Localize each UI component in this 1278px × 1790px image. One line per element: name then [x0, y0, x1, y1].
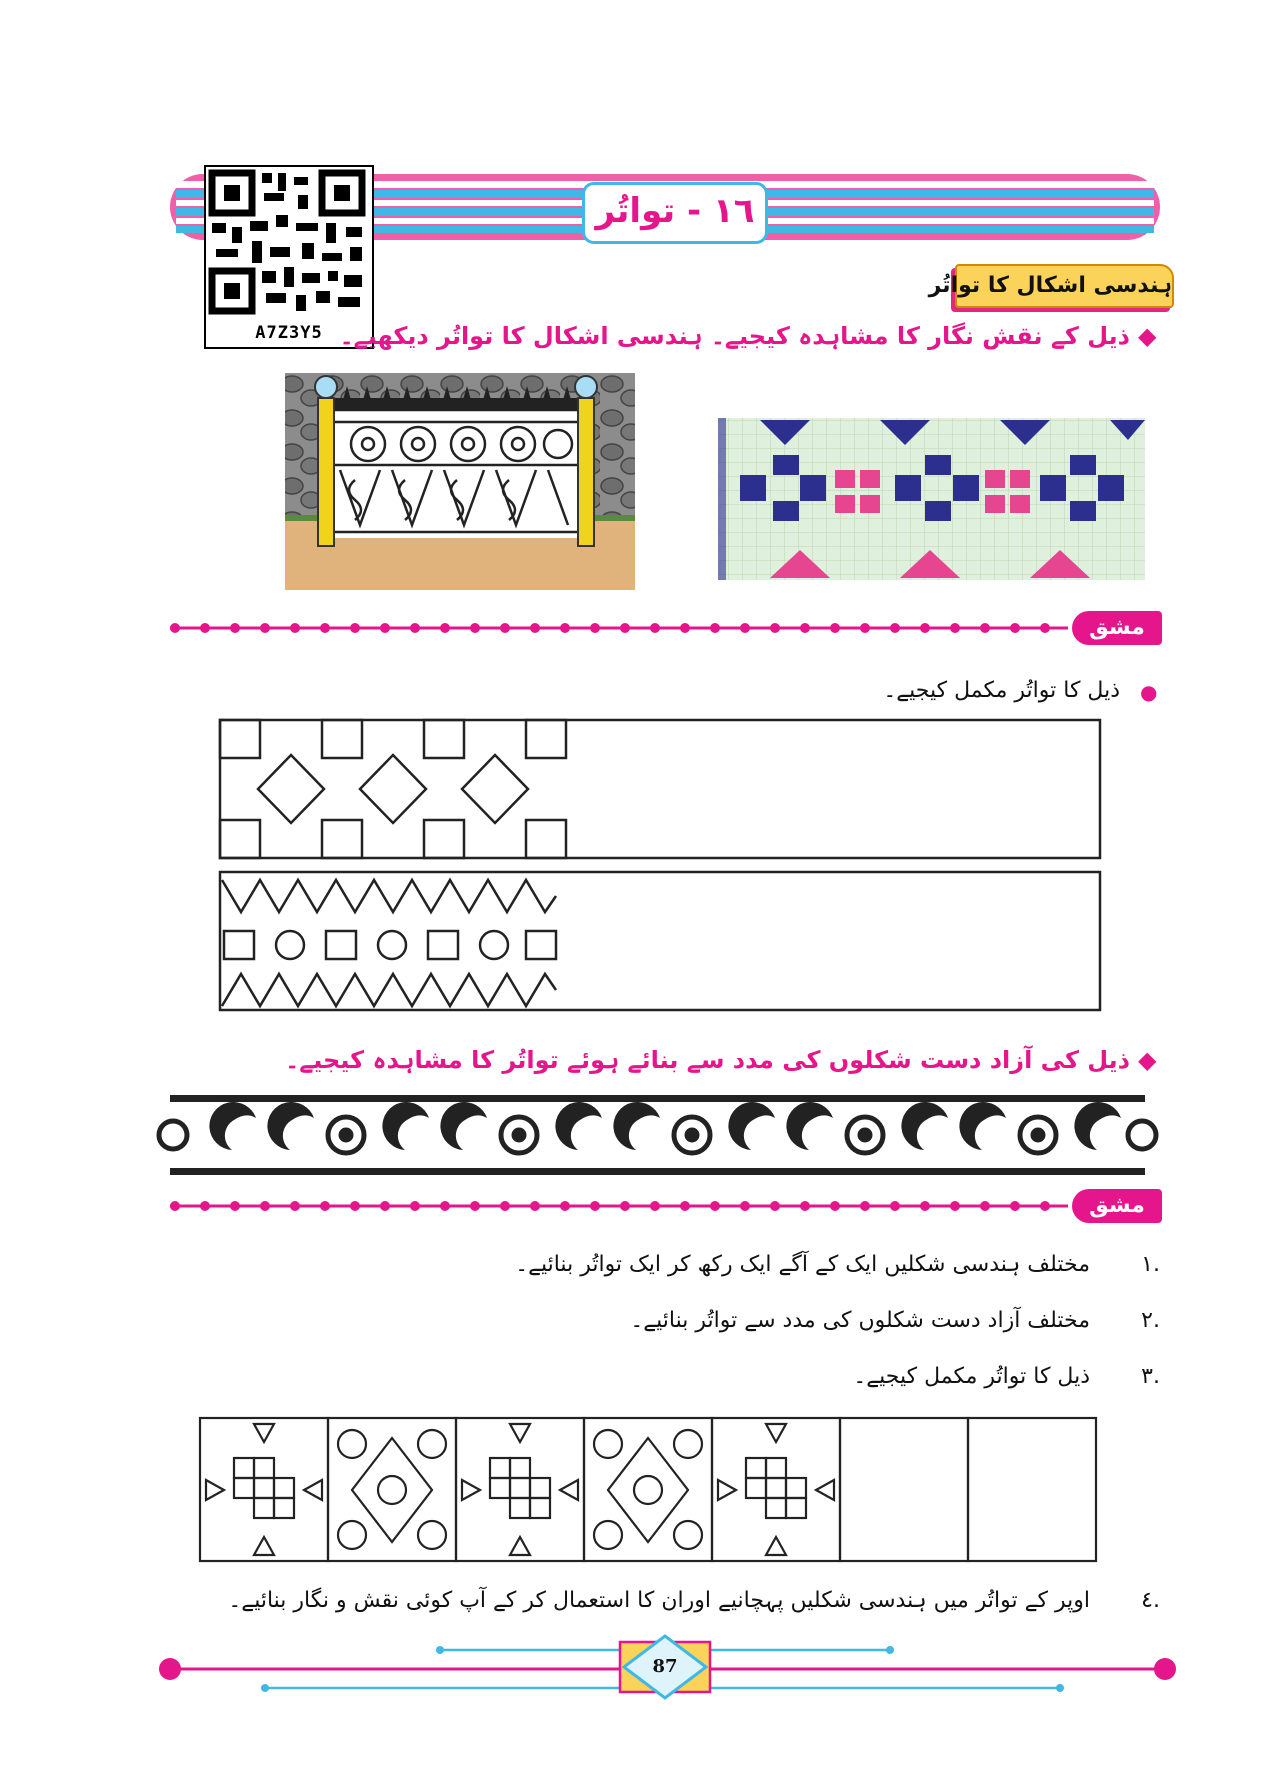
- diamond-bullet-icon: ◆: [1138, 322, 1157, 350]
- qr-code-label: A7Z3Y5: [255, 323, 323, 343]
- exercise-tab-1: مشق: [1072, 611, 1162, 645]
- cloth-pattern-illustration: [718, 418, 1145, 580]
- exercise-item-3: ذیل کا تواتُر مکمل کیجیے۔: [853, 1364, 1090, 1389]
- exercise-item-1: مختلف ہندسی شکلیں ایک کے آگے ایک رکھ کر ایک تواتُر بنائیے۔: [515, 1252, 1090, 1277]
- tile-pattern-exercise: [200, 1418, 1096, 1561]
- page-number: 87: [652, 1656, 678, 1677]
- instruction-observe-freehand: ذیل کی آزاد دست شکلوں کی مدد سے بنائے ہوئے تواتُر کا مشاہدہ کیجیے۔: [285, 1046, 1130, 1074]
- exercise-item-3-number: ٣.: [1141, 1364, 1160, 1389]
- chapter-title: ١٦ - تواتُر: [582, 182, 768, 244]
- chain-divider-1: [170, 623, 1068, 633]
- chain-divider-2: [170, 1201, 1068, 1211]
- instruction-observe-geometric: ذیل کے نقش نگار کا مشاہدہ کیجیے۔ ہندسی اشکال کا تواتُر دیکھیے۔: [339, 322, 1130, 350]
- qr-code-icon: [206, 167, 368, 317]
- pattern-squares-diamonds: [220, 720, 1100, 858]
- pattern-triangles-shapes: [220, 872, 1100, 1010]
- exercise-item-2-number: ٢.: [1141, 1308, 1160, 1333]
- section-title: ہندسی اشکال کا تواتُر: [955, 264, 1174, 308]
- exercise-item-1-number: ١.: [1141, 1252, 1160, 1277]
- exercise-item-2: مختلف آزاد دست شکلوں کی مدد سے تواتُر بنائیے۔: [630, 1308, 1090, 1333]
- dot-bullet-icon: ●: [1140, 680, 1158, 704]
- exercise-item-4-number: ٤.: [1141, 1588, 1160, 1613]
- diamond-bullet-icon-2: ◆: [1138, 1046, 1157, 1074]
- freehand-pattern-band: [159, 1095, 1156, 1175]
- gate-illustration: [285, 373, 635, 590]
- exercise-item-4: اوپر کے تواتُر میں ہندسی شکلیں پہچانیے اوران کا استعمال کر کے آپ کوئی نقش و نگار بنائیے۔: [228, 1588, 1090, 1613]
- instruction-complete-pattern: ذیل کا تواتُر مکمل کیجیے۔: [883, 678, 1120, 703]
- exercise-tab-2: مشق: [1072, 1189, 1162, 1223]
